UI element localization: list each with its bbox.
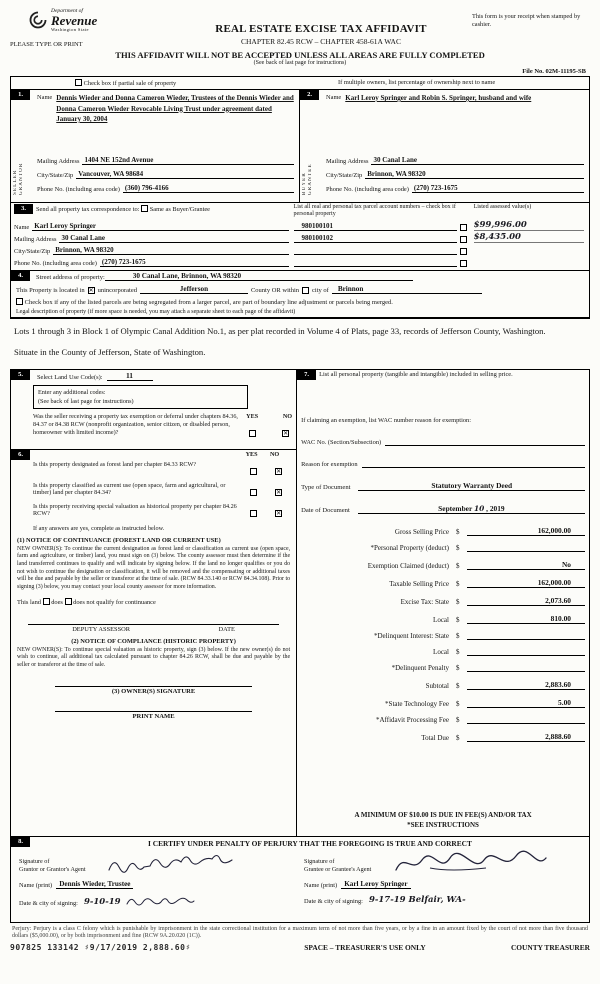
current-use-question [33,482,290,500]
buyer-phone-label: Phone No. (including area code) [326,186,409,193]
land-use-row [37,371,292,381]
money-label-10: *State Technology Fee [385,700,449,709]
header [10,8,590,48]
personal-property-deduct-row [301,544,585,552]
side-label-buyer: BUYER [302,172,307,195]
left-column [11,370,297,836]
section-7-badge: 7. [297,370,316,380]
assessed-column [472,204,586,267]
seller-grantor-side-label [13,103,24,195]
date-of-document-value[interactable] [358,504,585,514]
parties-row [11,90,589,203]
yes-no-column [246,413,292,437]
grantee-date-row [304,895,581,905]
parcel-number-1[interactable]: 980100102 [294,234,457,243]
section-6 [11,450,296,720]
seller-phone-label: Phone No. (including area code) [37,186,120,193]
segregated-row [16,298,586,306]
additional-codes-box [33,385,248,410]
subtotal-row [301,680,585,690]
total-due-row [301,732,585,742]
continuance-row [17,598,290,606]
section-2-badge: 2. [300,90,319,100]
parcel-number-3[interactable] [294,266,457,267]
see-back-note: (See back of last page for instructions) [253,60,347,66]
delinquent-interest-state-row [301,632,585,640]
corr-city-value[interactable]: Brinnon, WA 98320 [53,246,288,255]
money-table [301,526,585,742]
personal-property-row [319,370,585,380]
situate-text: Situate in the County of Jefferson, State of Washington. [14,346,206,357]
does-not-checkbox[interactable] [65,598,72,605]
section-8-badge: 8. [11,837,30,847]
does-not-label: does not qualify for continuance [73,598,156,606]
grantor-name-value[interactable]: Dennis Wieder, Trustee [56,880,133,889]
section-4-badge: 4. [11,271,30,281]
minimum-fee-note [297,810,589,831]
buyer-name-value[interactable]: Karl Leroy Springer and Robin S. Springer, husband and wife [345,94,532,102]
county-treasurer-label: COUNTY TREASURER [510,943,590,953]
assessed-value-1[interactable]: $8,435.00 [474,232,584,243]
wac-row [301,439,585,446]
assessed-row-3 [474,255,584,267]
notice2-body: NEW OWNER(S): To continue special valuation as historic property, sign (3) below. If the new owner(s) do not wish to continue, all additional tax calculated pursuant to chapter 84.26 RCW, shall be due and payable by the seller or transferor at the time of sale. [17,646,291,668]
seller-name-label: Name [37,94,53,101]
section-1-badge: 1. [11,90,30,100]
q1-no-checkbox[interactable]: ✕ [276,467,282,475]
date-of-document-row [301,504,585,514]
currency-2: $ [455,562,460,571]
seller-phone-row [37,184,294,193]
s6-no-header: NO [269,450,280,458]
perjury-notice: Perjury: Perjury is a class C felony which is punishable by imprisonment in the state correctional institution for a maximum term of not more than five years, or by a fine in an amount fixed by the court of not more than five thousand dollars ($5,000.00), or by both imprisonment and fine (RCW 9A.20.020 (1C)). [12,925,588,940]
corr-city-row [14,243,289,255]
date-prefix: September [438,504,473,514]
date-suffix: , 2019 [486,504,505,514]
exemption-note: If claiming an exemption, list WAC number reason for exemption: [301,417,472,425]
parcel-personal-checkbox-2[interactable] [460,248,467,255]
logo-text [51,8,97,32]
parcel-row-2 [294,243,467,255]
unincorporated-label: unincorporated [97,287,137,294]
money-label-2: Exemption Claimed (deduct) [367,562,449,571]
seller-city-value[interactable]: Vancouver, WA 98684 [76,170,294,179]
wac-value[interactable] [385,445,585,446]
corr-city-label: City/State/Zip [14,248,51,255]
corr-mailing-value[interactable]: 30 Canal Lane [59,234,288,243]
grantee-signature-label [304,858,386,874]
corr-phone-value[interactable]: (270) 723-1675 [100,258,289,267]
signature-columns [15,852,585,907]
grantor-date-label: Date & city of signing: [19,899,78,907]
reason-row [301,461,585,468]
q2-yes-checkbox[interactable] [250,489,257,496]
reason-label: Reason for exemption [301,461,358,469]
currency-10: $ [455,700,460,709]
assessed-row-2 [474,243,584,255]
grantee-date-label: Date & city of signing: [304,897,363,905]
same-as-buyer-label: Same as Buyer/Grantee [149,206,211,213]
s6-yes-no-header [17,451,286,458]
assessed-row-1 [474,231,584,243]
footer-row [10,943,590,952]
no-header: NO [282,413,293,421]
delinquent-interest-local-row [301,648,585,656]
certify-statement: I CERTIFY UNDER PENALTY OF PERJURY THAT THE FOREGOING IS TRUE AND CORRECT [148,838,472,848]
notice1-body: NEW OWNER(S): To continue the current designation as forest land or classification as current use (open space, farm and agriculture, or timber) land, you must sign on (3) below. The county assessor must then determine if the land transferred continues to qualify and will indicate by signing below. If the land no longer qualifies or you do not wish to continue the designation or classification, it will be removed and the compensating or additional taxes will be due and payable by the seller or transferor at the time of sale. (RCW 84.33.140 or RCW 84.34.108). Prior to signing (3) below, you may contact your local county assessor for more information. [17,545,291,590]
header-center [170,8,472,48]
exemption-question-text: Was the seller receiving a property tax exemption or deferral under chapters 84.36, 84.37 or 84.38 RCW (nonprofit organization, senior citizen, or disabled person, homeowner with limited income)? [33,413,238,437]
parcel-row-1 [294,231,467,243]
grantee-sig-label-line2: Grantee or Grantee's Agent [304,865,372,873]
money-value-9[interactable]: 2,883.60 [467,680,585,690]
lower-columns [11,370,589,836]
lower-form-box [10,369,590,923]
money-label-1: *Personal Property (deduct) [370,544,449,553]
corr-phone-row [14,255,289,267]
personal-property-label: List all personal property (tangible and intangible) included in selling price. [319,370,513,378]
excise-tax-state-row [301,596,585,606]
city-checkbox[interactable] [302,287,309,294]
section-3-badge: 3. [14,204,33,214]
owners-signature-line[interactable]: (3) OWNER(S) SIGNATURE [55,686,252,695]
reason-value[interactable] [362,467,585,468]
money-value-8[interactable] [467,671,585,672]
corr-mailing-label: Mailing Address [14,236,57,243]
s5-yes-checkbox[interactable] [249,430,256,437]
delinquent-penalty-row [301,664,585,672]
legal-description-text: Lots 1 through 3 in Block 1 of Olympic Canal Addition No.1, as per plat recorded in Volume 4 of Plats, page 33, records of Jefferson County, Washington. [14,326,546,336]
this-land-label: This land [17,598,41,606]
form-subtitle: CHAPTER 82.45 RCW – CHAPTER 458-61A WAC [241,37,401,46]
buyer-name-row [326,91,584,151]
currency-6: $ [455,632,460,641]
money-label-5: Local [433,616,449,625]
see-instructions-text: *SEE INSTRUCTIONS [407,821,479,830]
grantor-signature-block [15,852,300,907]
revenue-swirl-icon [28,10,48,30]
money-value-11[interactable] [467,723,585,724]
yes-header: YES [246,413,259,421]
s6-yes-header: YES [245,450,258,458]
seller-phone-value[interactable]: (360) 796-4166 [123,184,294,193]
grantor-date-row [19,895,296,907]
minimum-fee-text: A MINIMUM OF $10.00 IS DUE IN FEE(S) AND/OR TAX [354,810,532,819]
segregated-label: Check box if any of the listed parcels are being segregated from a larger parcel, are part of boundary line adjustment or parcels being merged. [24,299,393,306]
parcel-row-0 [294,219,467,231]
same-as-buyer-checkbox[interactable] [141,205,148,212]
partial-sale-cell [13,79,300,87]
money-label-11: *Affidavit Processing Fee [376,716,449,725]
logo-dept: Department of [51,8,83,14]
corr-name-value[interactable]: Karl Leroy Springer [32,222,288,231]
q3-yes-checkbox[interactable] [250,510,257,517]
assessed-row-0 [474,219,584,231]
money-value-7[interactable] [467,655,585,656]
city-name-value[interactable]: Brinnon [332,285,482,294]
corr-name-label: Name [14,224,30,231]
seller-name-row [37,91,294,151]
warning-line: THIS AFFIDAVIT WILL NOT BE ACCEPTED UNLESS ALL AREAS ARE FULLY COMPLETED [115,50,485,60]
grantee-sig-label-line1: Signature of [304,858,335,866]
money-value-1[interactable] [467,551,585,552]
grantor-signature[interactable] [105,852,296,874]
located-pre-label: This Property is located in [16,287,85,294]
money-value-3[interactable]: 162,000.00 [467,578,585,588]
seller-section [11,90,300,202]
city-of-label: city of [312,287,329,294]
grantee-signature-block [300,852,585,907]
money-label-9: Subtotal [425,682,449,691]
money-value-0[interactable]: 162,000.00 [467,526,585,536]
currency-0: $ [455,528,460,537]
assessed-header: Listed assessed value(s) [473,204,532,210]
deputy-assessor-label: DEPUTY ASSESSOR [72,625,131,633]
section-5 [11,370,296,450]
historic-property-question [33,503,290,521]
q2-no-checkbox[interactable]: ✕ [276,488,282,496]
money-value-10[interactable]: 5.00 [467,698,585,708]
cashier-receipt-stamp: 907825 133142 ♯9/17/2019 2,888.60♯ [10,943,191,953]
buyer-section [300,90,589,202]
side-label-grantee: GRANTEE [308,163,313,195]
does-label: does [51,598,63,606]
correspondence-header [36,204,289,219]
logo-state: Washington State [51,27,89,32]
money-value-12[interactable]: 2,888.60 [467,732,585,742]
grantor-sig-label-line1: Signature of [19,858,50,866]
partial-sale-checkbox[interactable] [75,79,82,86]
exemption-claimed-row [301,560,585,570]
land-use-label: Select Land Use Code(s): [37,373,103,381]
type-of-document-row [301,481,585,491]
section-3-left [14,204,289,267]
county-name-value[interactable]: Jefferson [140,285,248,294]
affidavit-processing-fee-row [301,716,585,724]
file-number: File No. 02M-11195-SB [522,68,586,75]
print-name-line[interactable]: PRINT NAME [55,711,252,720]
currency-4: $ [455,598,460,607]
currency-12: $ [455,734,460,743]
money-value-5[interactable]: 810.00 [467,614,585,624]
located-mid-label: County OR within [250,287,300,294]
buyer-city-label: City/State/Zip [326,172,363,179]
grantor-signature-row [19,852,296,874]
grantee-signature[interactable] [390,852,581,874]
money-label-0: Gross Selling Price [394,528,449,537]
buyer-mailing-label: Mailing Address [326,158,369,165]
section-4 [11,271,589,318]
seller-city-row [37,170,294,179]
parcel-personal-checkbox-0[interactable] [460,224,467,231]
parcel-row-3 [294,255,467,267]
deputy-assessor-line [28,624,279,633]
parcel-header: List all real and personal tax parcel account numbers – check box if personal property [293,204,456,218]
logo-name: Revenue [51,13,98,28]
buyer-city-value[interactable]: Brinnon, WA 98320 [365,170,584,179]
grantee-name-value[interactable]: Karl Leroy Springer [341,880,410,889]
buyer-phone-value[interactable]: (270) 723-1675 [412,184,584,193]
please-type-note: PLEASE TYPE OR PRINT [10,41,83,48]
grantor-date-value[interactable]: 9-10-19 [83,896,121,907]
segregated-checkbox[interactable] [16,298,23,305]
revenue-logo [28,8,170,32]
street-address-value[interactable]: 30 Canal Lane, Brinnon, WA 98320 [105,272,413,281]
parcel-column [289,204,472,267]
s5-no-checkbox[interactable]: ✕ [283,430,289,438]
street-address-label: Street address of property: [36,274,105,281]
forest-land-question [33,461,290,479]
grantee-name-label: Name (print) [304,881,338,889]
wac-label: WAC No. (Section/Subsection) [301,439,382,447]
grantee-date-value[interactable]: 9-17-19 Belfair, WA- [368,894,466,905]
assessed-value-0[interactable]: $99,996.00 [474,220,584,231]
street-address-row [36,272,586,281]
date-of-document-label: Date of Document [301,507,350,515]
buyer-mailing-value[interactable]: 30 Canal Lane [371,156,584,165]
grantor-date-ink [125,895,195,907]
land-use-code-value[interactable]: 11 [107,371,153,381]
grantee-name-row [304,880,581,889]
current-use-question-text: Is this property classified as current use (open space, farm and agricultural, or timber) land per chapter 84.34? [33,481,226,497]
excise-tax-local-row [301,614,585,624]
exemption-question-row [33,413,292,437]
grantor-signature-label [19,858,101,874]
does-checkbox[interactable] [43,598,50,605]
buyer-grantee-side-label [302,103,313,195]
buyer-phone-row [326,184,584,193]
treasurer-space-label: SPACE – TREASURER'S USE ONLY [304,943,426,953]
send-correspondence-label: Send all property tax correspondence to: [36,206,140,213]
section-3 [11,203,589,271]
seller-mailing-label: Mailing Address [37,158,80,165]
side-label-seller: SELLER [13,169,18,195]
upper-form-box [10,76,590,319]
forest-land-question-text: Is this property designated as forest land per chapter 84.33 RCW? [33,460,197,468]
money-label-8: *Delinquent Penalty [391,664,449,673]
seller-mailing-value[interactable]: 1404 NE 152nd Avenue [82,156,294,165]
assessor-date-label: DATE [218,625,235,633]
seller-city-label: City/State/Zip [37,172,74,179]
taxable-selling-price-row [301,578,585,588]
money-value-4[interactable]: 2,073.60 [467,596,585,606]
date-hand-value: 10 [473,504,485,514]
top-checkbox-row [11,77,589,90]
type-of-document-value[interactable]: Statutory Warranty Deed [358,481,585,491]
notice1-title: (1) NOTICE OF CONTINUANCE (FOREST LAND OR CURRENT USE) [17,536,221,544]
money-label-12: Total Due [421,734,449,743]
receipt-note: This form is your receipt when stamped by cashier. [472,13,581,29]
grantee-signature-ink [390,850,550,876]
notice2-title: (2) NOTICE OF COMPLIANCE (HISTORIC PROPERTY) [71,637,236,645]
codes-see-back-note: (See back of last page for instructions) [38,397,134,405]
parcel-number-2[interactable] [294,254,457,255]
currency-11: $ [455,716,460,725]
gross-selling-price-row [301,526,585,536]
currency-5: $ [455,616,460,625]
grantee-signature-row [304,852,581,874]
currency-8: $ [455,664,460,673]
section-6-badge: 6. [11,450,30,460]
additional-codes-label: Enter any additional codes: [38,388,106,396]
corr-phone-label: Phone No. (including area code) [14,260,97,267]
parcel-personal-checkbox-3[interactable] [460,260,467,267]
grantor-sig-label-line2: Grantor or Grantor's Agent [19,865,86,873]
money-label-4: Excise Tax: State [400,598,449,607]
partial-sale-label: Check box if partial sale of property [83,80,177,87]
parcel-personal-checkbox-1[interactable] [460,236,467,243]
grantor-name-row [19,880,296,889]
money-label-7: Local [433,648,449,657]
location-row [16,285,586,294]
buyer-name-label: Name [326,94,342,101]
parcel-number-0[interactable]: 980100101 [294,222,457,231]
grantor-name-label: Name (print) [19,881,53,889]
multiple-owners-note: If multiple owners, list percentage of ownership next to name [338,79,496,86]
corr-name-row [14,219,289,231]
currency-1: $ [455,544,460,553]
unincorporated-checkbox[interactable]: ✕ [88,287,94,294]
header-left [10,8,170,48]
legal-description-label: Legal description of property (if more space is needed, you may attach a separate sheet to each page of the affidavit) [16,309,296,315]
buyer-mailing-row [326,156,584,165]
currency-3: $ [455,580,460,589]
side-label-grantor: GRANTOR [19,162,24,195]
seller-mailing-row [37,156,294,165]
buyer-city-row [326,170,584,179]
money-label-6: *Delinquent Interest: State [373,632,449,641]
section-5-badge: 5. [11,370,30,380]
form-title: REAL ESTATE EXCISE TAX AFFIDAVIT [215,23,427,35]
money-value-6[interactable] [467,639,585,640]
section-7 [297,370,589,836]
historic-property-question-text: Is this property receiving special valuation as historical property per chapter 84.26 RCW? [33,502,237,518]
grantor-signature-ink [105,854,255,876]
q3-no-checkbox[interactable]: ✕ [276,509,282,517]
money-value-2[interactable]: No [467,560,585,570]
section-8 [11,836,589,922]
corr-mailing-row [14,231,289,243]
q1-yes-checkbox[interactable] [250,468,257,475]
seller-name-value[interactable]: Dennis Wieder and Donna Cameron Wieder, Trustees of the Dennis Wieder and Donna Cameron Wieder Revocable Living Trust under agreement dated January 30, 2004 [56,94,294,123]
money-label-3: Taxable Selling Price [389,580,449,589]
state-technology-fee-row [301,698,585,708]
currency-7: $ [455,648,460,657]
type-of-document-label: Type of Document [301,484,351,492]
if-any-yes-note: If any answers are yes, complete as instructed below. [33,524,165,532]
currency-9: $ [455,682,460,691]
